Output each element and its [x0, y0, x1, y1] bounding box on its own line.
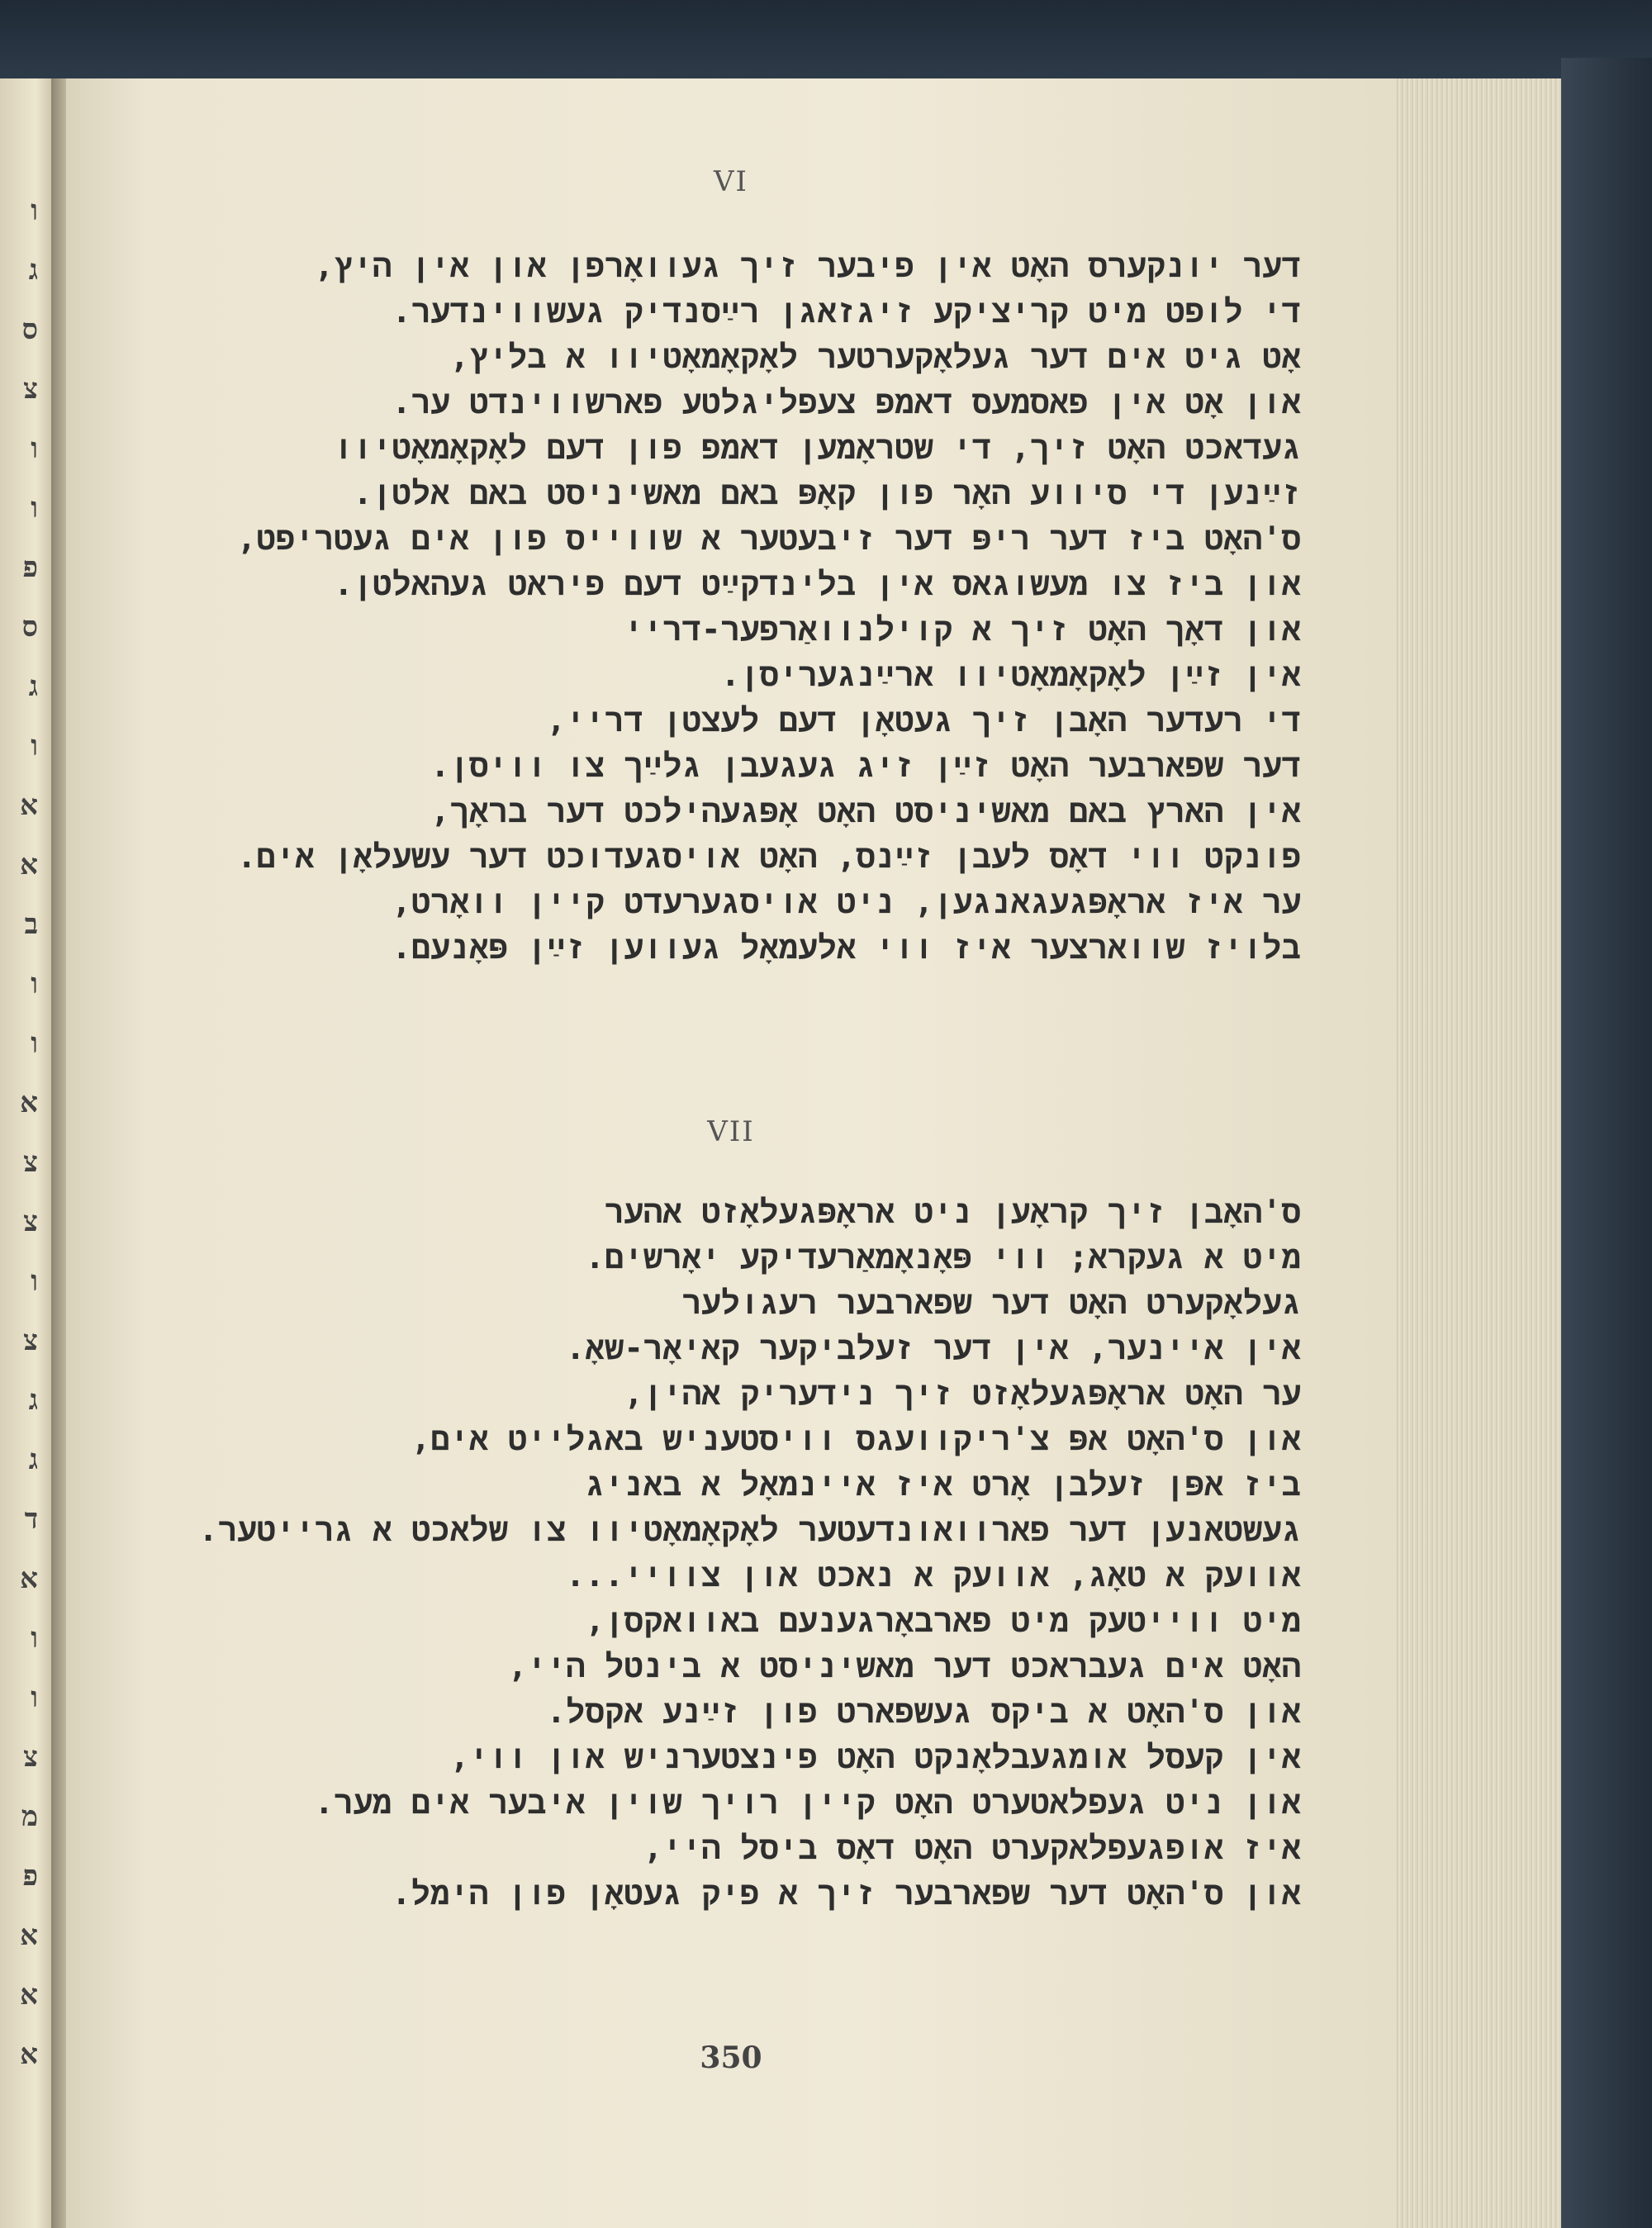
poem-line: פונקט ווי דאָס לעבן זײַנס, האָט אויסגעדוכט דער עשעלאָן אים.: [236, 838, 1301, 876]
poem-line: אין זײַן לאָקאָמאָטיוו ארײַנגעריסן.: [720, 657, 1301, 694]
poem-line: ער איז אראָפּגעגאנגען, ניט אויסגערעדט קיין וואָרט,: [392, 884, 1301, 921]
book-cover-right: [1561, 58, 1652, 2228]
facing-page-fragment: ו: [31, 1681, 38, 1714]
facing-page-fragment: ג: [28, 1443, 38, 1476]
section-number-vii: VII: [707, 1115, 755, 1148]
facing-page-fragment: צ: [23, 1205, 38, 1238]
facing-page-fragment: צ: [23, 1324, 38, 1357]
facing-page-fragment: א: [20, 1086, 38, 1119]
facing-page-fragment: פ: [22, 1860, 38, 1893]
facing-page-fragment: ג: [28, 254, 38, 287]
page-edges: [1396, 78, 1561, 2228]
facing-page-fragment: א: [20, 1979, 38, 2012]
facing-page-fragment: א: [20, 2038, 38, 2071]
poem-line: ביז אפּן זעלבן אָרט איז איינמאָל א באניג: [585, 1466, 1301, 1504]
poem-line: געשטאנען דער פארוואונדעטער לאָקאָמאָטיוו צו שלאכט א גרייטער.: [198, 1512, 1301, 1549]
poem-line: האָט אים געבראכט דער מאשיניסט א בינטל היי,: [507, 1648, 1301, 1685]
facing-page-fragment: צ: [23, 1741, 38, 1774]
facing-page-fragment: ס: [21, 313, 38, 346]
facing-page-fragment: ג: [28, 1384, 38, 1417]
book-cover-top: [0, 0, 1652, 78]
facing-page-fragment: ו: [31, 967, 38, 1000]
facing-page-fragment: ו: [31, 492, 38, 525]
facing-page-fragment: ס: [21, 610, 38, 644]
poem-line: און ס'האָט א ביקס געשפארט פון זײַנע אקסל.: [546, 1694, 1301, 1731]
poem-line: און אָט אין פאסמעס דאמפ צעפליגלטע פארשווינדט ער.: [392, 384, 1301, 421]
poem-line: די לופט מיט קריציקע זיגזאגן רײַסנדיק געשווינדער.: [392, 293, 1301, 330]
section-number-vi: VI: [714, 165, 748, 198]
facing-page-fragment: צ: [23, 1146, 38, 1179]
poem-line: ס'האָבן זיך קראָען ניט אראָפּגעלאָזט אהער: [605, 1194, 1301, 1231]
facing-page-left: [0, 78, 51, 2228]
facing-page-fragment: ו: [31, 729, 38, 762]
poem-line: און ס'האָט אפּ צ'ריקוועגס וויסטעניש באגלייט אים,: [411, 1421, 1301, 1458]
poem-line: אוועק א טאָג, אוועק א נאכט און צוויי...: [565, 1557, 1301, 1594]
poem-line: אין איינער, אין דער זעלביקער קאיאָר-שאָ.: [566, 1330, 1301, 1367]
page-number: 350: [700, 2040, 762, 2075]
poem-line: מיט א געקרא; ווי פּאָנאָמאַרעדיקע יאָרשים.: [585, 1239, 1301, 1276]
poem-line: דער שפארבער האָט זײַן זיג געגעבן גלײַך צו וויסן.: [430, 748, 1301, 785]
facing-page-fragment: א: [20, 1562, 38, 1595]
facing-page-fragment: צ: [23, 373, 38, 406]
facing-page-fragment: ו: [31, 194, 38, 227]
poem-line: געלאָקערט האָט דער שפארבער רעגולער: [681, 1285, 1301, 1322]
stanza-vii: [198, 1190, 1301, 1917]
poem-line: און ביז צו מעשוגאס אין בלינדקײַט דעם פיראט געהאלטן.: [334, 566, 1301, 603]
book-page: [66, 78, 1396, 2228]
poem-line: און ניט געפלאטערט האָט קיין רויך שוין איבער אים מער.: [314, 1784, 1301, 1822]
facing-page-fragment: פ: [22, 551, 38, 584]
poem-line: און ס'האָט דער שפארבער זיך א פיק געטאָן פון הימל.: [392, 1875, 1301, 1912]
poem-line: ער האָט אראָפּגעלאָזט זיך נידעריק אהין,: [624, 1375, 1301, 1413]
facing-page-fragment: א: [20, 848, 38, 881]
poem-line: די רעדער האָבן זיך געטאָן דעם לעצטן דריי,: [546, 702, 1301, 739]
facing-page-fragment: ד: [24, 1503, 38, 1536]
poem-line: אין קעסל אומגעבלאָנקט האָט פינצטערניש און ווי,: [449, 1739, 1301, 1776]
facing-page-fragment: ו: [31, 1027, 38, 1060]
book-gutter: [51, 78, 66, 2228]
facing-page-fragment: מ: [21, 1800, 38, 1833]
facing-page-fragment: ו: [31, 1265, 38, 1298]
poem-line: זײַנען די סיווע האָר פון קאָפּ באם מאשיניסט באם אלטן.: [353, 475, 1301, 512]
poem-line: און דאָך האָט זיך א קוילנוואַרפער-דריי: [624, 611, 1301, 648]
poem-line: מיט ווייטעק מיט פארבאָרגענעם באוואקסן,: [585, 1603, 1301, 1640]
poem-line: איז אופגעפלאקערט האָט דאָס ביסל היי,: [643, 1830, 1301, 1867]
poem-line: בלויז שווארצער איז ווי אלעמאָל געווען זײַן פּאָנעם.: [392, 929, 1301, 967]
stanza-vi: [237, 244, 1301, 971]
facing-page-fragment: ו: [31, 432, 38, 465]
poem-line: אין הארץ באם מאשיניסט האָט אָפּגעהילכט דער בראָך,: [430, 793, 1301, 830]
facing-page-fragment: ו: [31, 1622, 38, 1655]
poem-line: אָט גיט אים דער געלאָקערטער לאָקאָמאָטיוו א בליץ,: [449, 339, 1301, 376]
facing-page-fragment: ב: [24, 908, 38, 941]
facing-page-fragment: ג: [28, 670, 38, 703]
poem-line: דער יונקערס האָט אין פיבער זיך געוואָרפן און אין היץ,: [314, 248, 1301, 285]
poem-line: ס'האָט ביז דער ריפּ דער זיבעטער א שווייס פון אים געטריפט,: [236, 520, 1301, 558]
facing-page-fragment: א: [20, 789, 38, 822]
poem-line: געדאכט האָט זיך, די שטראָמען דאמפ פון דעם לאָקאָמאָטיוו: [334, 430, 1301, 467]
facing-page-fragment: א: [20, 1919, 38, 1952]
